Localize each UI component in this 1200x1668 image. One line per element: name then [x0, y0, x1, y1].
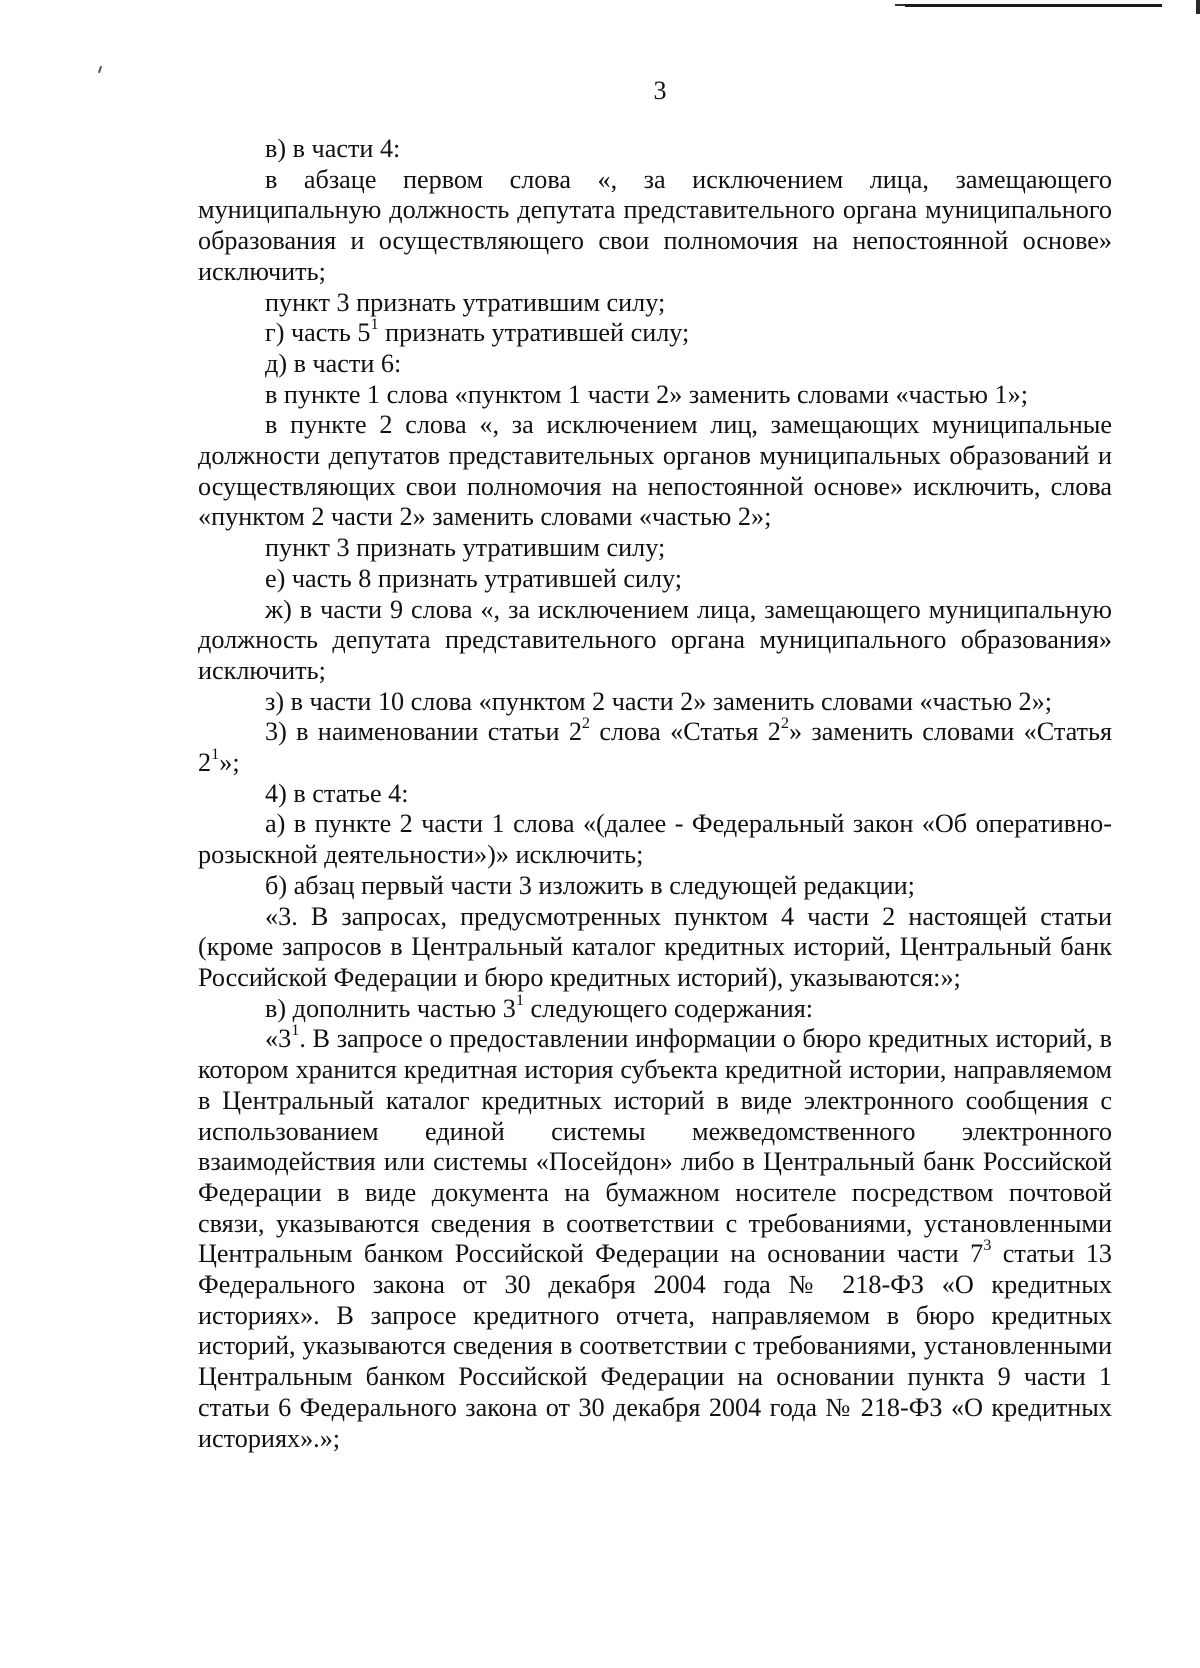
paragraph	[198, 564, 1112, 595]
text-run: б) абзац первый части 3 изложить в следующей редакции;	[265, 870, 915, 900]
text-run: » заменить словами «Статья 2	[198, 717, 1112, 778]
paragraph	[198, 687, 1112, 718]
text-run: »;	[219, 748, 240, 778]
scan-artifact-speck	[98, 66, 102, 73]
paragraph	[198, 349, 1112, 380]
text-run: в пункте 2 слова «, за исключением лиц, замещающих муниципальные должности депутатов представительных органов муниципальных образований и осуществляющих свои полномочия на непостоянной основе» исключить, слова «пунктом 2 части 2» заменить словами «частью 2»;	[198, 410, 1112, 532]
paragraph	[198, 288, 1112, 319]
superscript: 1	[515, 990, 524, 1009]
document-body	[198, 134, 1112, 1454]
text-run: «3	[265, 1024, 292, 1054]
page-number: 3	[653, 76, 667, 105]
text-run: «3. В запросах, предусмотренных пунктом 4 части 2 настоящей статьи (кроме запросов в Центральный каталог кредитных историй, Центральный банк Российской Федерации и бюро кредитных историй), указываются:»;	[198, 901, 1112, 992]
scan-artifact-rule	[905, 4, 1162, 7]
paragraph	[198, 902, 1112, 994]
paragraph	[198, 533, 1112, 564]
text-run: . В запросе о предоставлении информации о бюро кредитных историй, в котором хранится кредитная история субъекта кредитной истории, направляемом в Центральный каталог кредитных историй в виде электронного сообщения с использованием единой системы межведомственного электронного взаимодействия или системы «Посейдон» либо в Центральный банк Российской Федерации в виде документа на бумажном носителе посредством почтовой связи, указываются сведения в соответствии с требованиями, установленными Центральным банком Российской Федерации на основании части 7	[198, 1024, 1112, 1269]
text-run: е) часть 8 признать утратившей силу;	[265, 563, 683, 593]
text-run: в пункте 1 слова «пунктом 1 части 2» заменить словами «частью 1»;	[265, 379, 1029, 409]
text-run: ж) в части 9 слова «, за исключением лица, замещающего муниципальную должность депутата представительного органа муниципального образования» исключить;	[198, 594, 1112, 685]
paragraph	[198, 714, 1112, 778]
superscript: 3	[983, 1236, 992, 1255]
text-run: следующего содержания:	[523, 993, 814, 1023]
text-run: а) в пункте 2 части 1 слова «(далее - Федеральный закон «Об оперативно-розыскной деятельности»)» исключить;	[198, 809, 1112, 870]
paragraph	[198, 380, 1112, 411]
superscript: 2	[780, 714, 789, 733]
text-run: пункт 3 признать утратившим силу;	[265, 533, 666, 563]
paragraph	[198, 809, 1112, 870]
paragraph	[198, 871, 1112, 902]
superscript: 1	[291, 1021, 300, 1040]
paragraph	[198, 165, 1112, 288]
paragraph	[198, 410, 1112, 533]
paragraph	[198, 315, 1112, 349]
paragraph	[198, 134, 1112, 165]
text-run: з) в части 10 слова «пунктом 2 части 2» заменить словами «частью 2»;	[265, 686, 1053, 716]
text-run: слова «Статья 2	[590, 717, 781, 747]
text-run: в) дополнить частью 3	[265, 993, 516, 1023]
text-run: статьи 13 Федерального закона от 30 декабря 2004 года № 218-ФЗ «О кредитных историях». В запросе кредитного отчета, направляемом в бюро кредитных историй, указываются сведения в соответствии с требованиями, установленными Центральным банком Российской Федерации на основании пункта 9 части 1 статьи 6 Федерального закона от 30 декабря 2004 года № 218-ФЗ «О кредитных историях».»;	[198, 1239, 1113, 1453]
paragraph	[198, 1021, 1113, 1454]
text-run: д) в части 6:	[265, 348, 402, 378]
paragraph	[198, 990, 1112, 1025]
text-run: пункт 3 признать утратившим силу;	[265, 287, 666, 317]
text-run: 3) в наименовании статьи 2	[265, 717, 582, 747]
text-run: признать утратившей силу;	[378, 318, 690, 348]
text-run: в) в части 4:	[265, 134, 401, 163]
paragraph	[198, 595, 1112, 687]
text-run: 4) в статье 4:	[265, 778, 409, 808]
superscript: 1	[370, 315, 379, 334]
text-run: г) часть 5	[265, 318, 371, 348]
superscript: 1	[211, 744, 220, 763]
paragraph	[198, 779, 1112, 810]
scan-artifact-edge	[1196, 0, 1200, 14]
superscript: 2	[581, 714, 591, 733]
text-run: в абзаце первом слова «, за исключением лица, замещающего муниципальную должность депутата представительного органа муниципального образования и осуществляющего свои полномочия на непостоянной основе» исключить;	[198, 164, 1112, 286]
